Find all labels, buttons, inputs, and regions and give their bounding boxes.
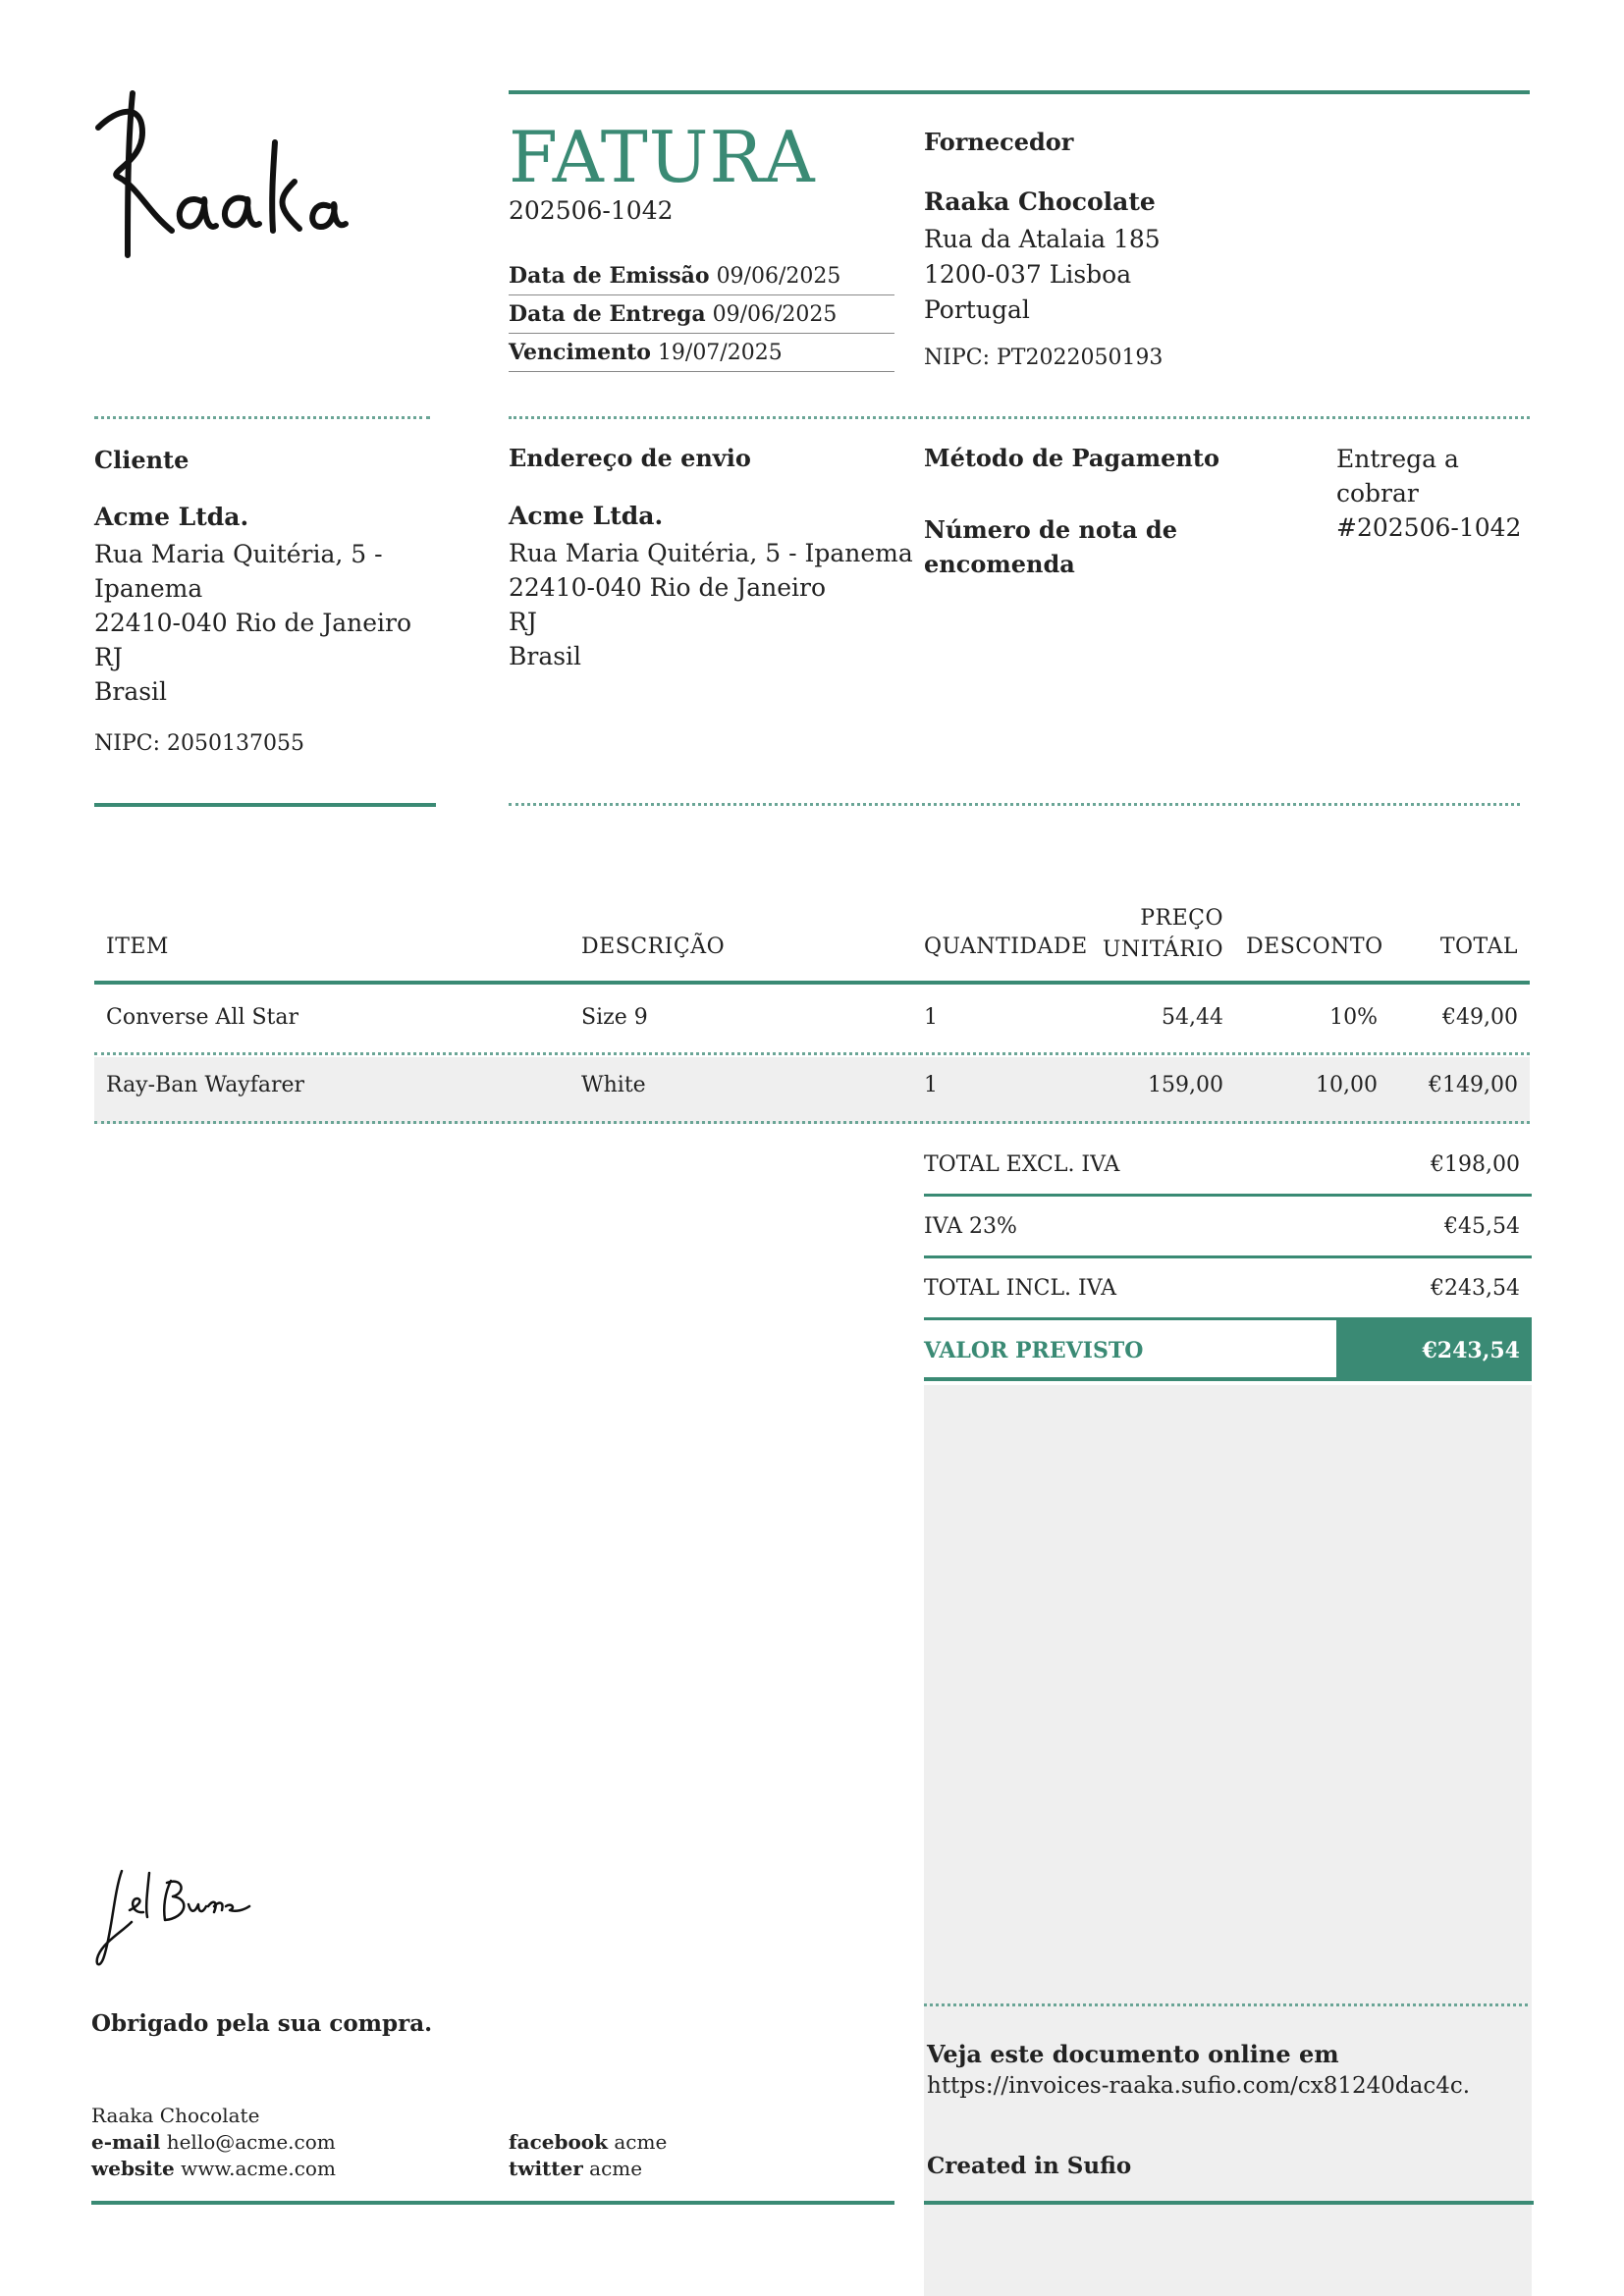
facebook-link[interactable]: acme [614,2130,668,2154]
raaka-logo [88,83,353,270]
total-excl-label: TOTAL EXCL. IVA [924,1152,1120,1177]
delivery-date-row [509,294,894,334]
order-label-line: Número de nota de [924,515,1177,544]
divider [509,416,1530,419]
online-link-wrap [927,2073,1470,2099]
row-divider [94,1052,1530,1055]
cell-item: Ray-Ban Wayfarer [106,1073,305,1097]
address-line: Portugal [924,295,1030,324]
date-label: Data de Emissão [509,263,710,289]
divider [924,2003,1528,2006]
order-number-label [924,512,1177,581]
cell-item: Converse All Star [106,1005,299,1030]
footer-company: Raaka Chocolate [91,2104,260,2127]
col-header-price-line: UNITÁRIO [1102,937,1223,962]
address-line: Rua Maria Quitéria, 5 - [94,540,383,568]
total-incl-value: €243,54 [1431,1276,1520,1301]
col-header-price [1080,903,1223,966]
col-header-price-line: PREÇO [1140,906,1223,931]
col-header-discount: DESCONTO [1246,934,1383,959]
footer-twitter [509,2157,642,2180]
payment-method-value: cobrar [1336,479,1419,507]
cell-total: €49,00 [1442,1005,1518,1030]
supplier-address [924,222,1161,328]
amount-due-label: VALOR PREVISTO [924,1338,1144,1363]
created-in-sufio: Created in Sufio [927,2153,1132,2179]
divider [94,416,430,419]
cell-quantity: 1 [924,1005,938,1030]
invoice-number: 202506-1042 [509,196,674,225]
supplier-name: Raaka Chocolate [924,187,1156,216]
totals-bottom-rule [924,1377,1532,1381]
shipping-address [509,536,913,673]
date-value: 19/07/2025 [657,341,783,365]
supplier-nipc: NIPC: PT2022050193 [924,346,1164,370]
payment-values [1336,442,1521,545]
table-header-rule [94,981,1530,985]
email-label: e-mail [91,2130,161,2154]
panel-bottom-rule [924,2201,1534,2205]
cell-price: 54,44 [1162,1005,1223,1030]
invoice-title: FATURA [509,116,816,198]
shipping-heading: Endereço de envio [509,444,751,472]
header-top-rule [509,90,1530,94]
client-bottom-rule [94,803,436,807]
email-link[interactable]: hello@acme.com [166,2130,336,2154]
online-url-link[interactable]: https://invoices-raaka.sufio.com/cx81240dac4c [927,2073,1463,2099]
cell-price: 159,00 [1148,1073,1223,1097]
date-value: 09/06/2025 [716,264,841,289]
total-excl-value: €198,00 [1431,1152,1520,1177]
cell-quantity: 1 [924,1073,938,1097]
address-line: Rua da Atalaia 185 [924,225,1161,253]
cell-description: White [581,1073,646,1097]
col-header-quantity: QUANTIDADE [924,934,1088,959]
amount-due-value: €243,54 [1336,1320,1532,1381]
footer-email [91,2130,336,2154]
address-line: Rua Maria Quitéria, 5 - Ipanema [509,539,913,567]
date-label: Data de Entrega [509,301,706,327]
online-label: Veja este documento online em [927,2040,1339,2068]
supplier-heading: Fornecedor [924,128,1074,156]
total-incl-label: TOTAL INCL. IVA [924,1276,1117,1301]
vat-value: €45,54 [1444,1214,1520,1239]
online-url-dot: . [1462,2073,1471,2099]
website-link[interactable]: www.acme.com [181,2157,336,2180]
address-line: RJ [509,608,537,636]
order-number-value: #202506-1042 [1336,513,1522,542]
totals-rule [924,1194,1532,1197]
date-label: Vencimento [509,340,651,365]
twitter-label: twitter [509,2157,583,2180]
footer-website [91,2157,336,2180]
website-label: website [91,2157,175,2180]
address-line: 1200-037 Lisboa [924,260,1132,289]
client-name: Acme Ltda. [94,503,249,531]
payment-method-value: Entrega a [1336,445,1459,473]
issue-date-row [509,256,894,295]
date-value: 09/06/2025 [712,302,838,327]
payment-method-label: Método de Pagamento [924,444,1219,472]
address-line: Brasil [94,677,168,706]
address-line: 22410-040 Rio de Janeiro [94,609,412,637]
vat-label: IVA 23% [924,1214,1017,1239]
order-label-line: encomenda [924,550,1075,578]
totals-rule [924,1255,1532,1258]
facebook-label: facebook [509,2130,608,2154]
due-date-row [509,333,894,372]
col-header-item: ITEM [106,934,169,959]
divider [509,803,1520,806]
col-header-description: DESCRIÇÃO [581,934,726,959]
cell-discount: 10,00 [1316,1073,1378,1097]
footer-rule [91,2201,894,2205]
cell-discount: 10% [1329,1005,1378,1030]
address-line: Ipanema [94,574,203,603]
address-line: Brasil [509,642,582,670]
twitter-link[interactable]: acme [589,2157,643,2180]
row-divider [94,1121,1530,1124]
address-line: RJ [94,643,123,671]
cell-total: €149,00 [1429,1073,1518,1097]
signature [92,1863,259,1973]
footer-facebook [509,2130,667,2154]
col-header-total: TOTAL [1439,934,1518,959]
shipping-name: Acme Ltda. [509,502,664,530]
client-address [94,537,411,709]
thank-you-message: Obrigado pela sua compra. [91,2010,433,2037]
cell-description: Size 9 [581,1005,648,1030]
client-heading: Cliente [94,446,189,474]
client-nipc: NIPC: 2050137055 [94,731,304,756]
address-line: 22410-040 Rio de Janeiro [509,573,827,602]
